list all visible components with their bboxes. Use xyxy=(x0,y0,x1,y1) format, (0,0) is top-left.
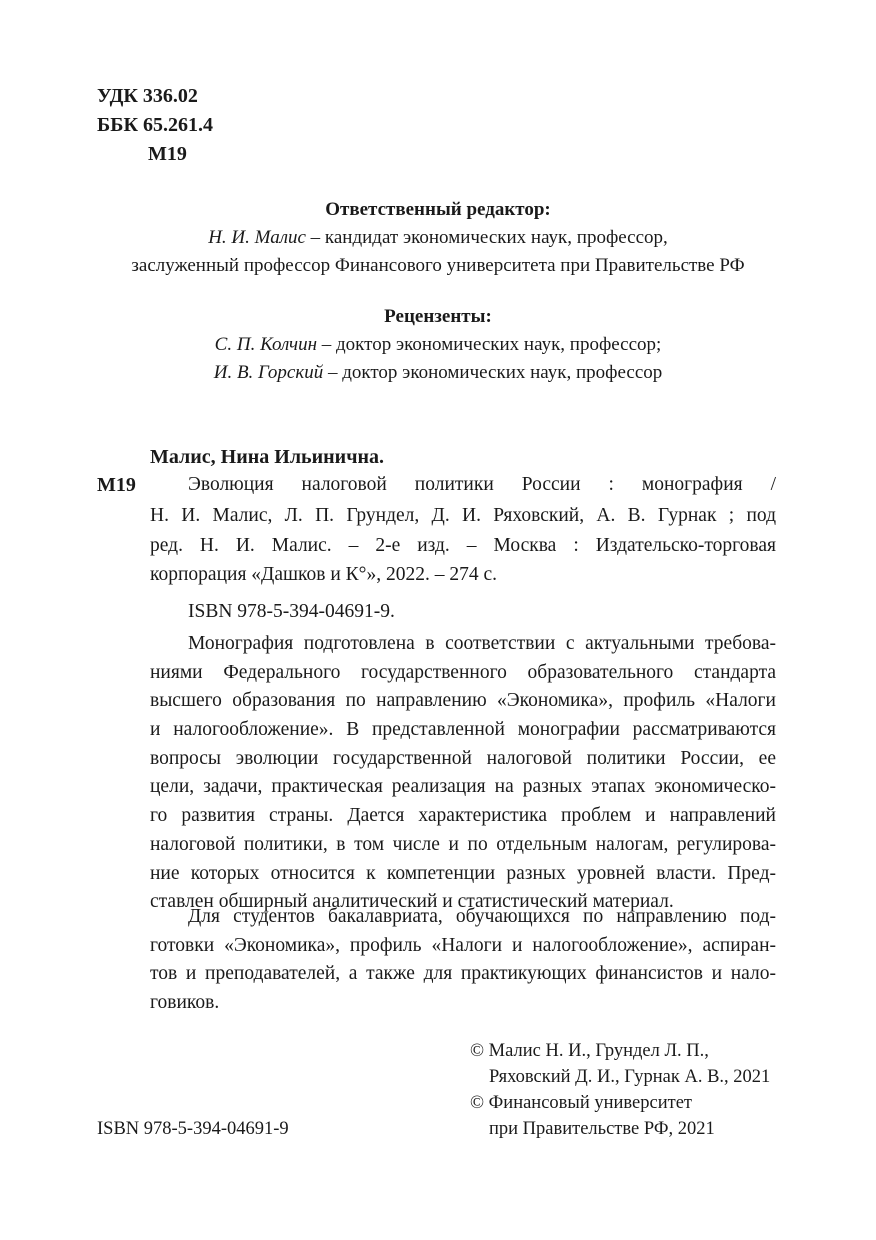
bib-line-3: ред. Н. И. Малис. – 2-е изд. – Москва : Издательско-торговая xyxy=(150,535,776,556)
editor-title: – кандидат экономических наук, профессор, xyxy=(305,227,668,248)
reviewers-heading: Рецензенты: xyxy=(384,306,492,327)
reviewer-2 xyxy=(0,359,876,387)
abstract-p1-line: высшего образования по направлению «Экономика», профиль «Налоги xyxy=(150,690,776,712)
abstract-p1-line: ставлен обширный аналитический и статистический материал. xyxy=(150,891,674,913)
bib-line-4: корпорация «Дашков и К°», 2022. – 274 с. xyxy=(150,564,497,585)
editor-name: Н. И. Малис xyxy=(208,227,306,248)
abstract-p1-line: вопросы эволюции государственной налоговой политики России, ее xyxy=(150,747,776,769)
udk-code: УДК 336.02 xyxy=(97,85,198,107)
reviewer-1-name: С. П. Колчин xyxy=(214,334,318,355)
copyright-1-cont: Ряховский Д. И., Гурнак А. В., 2021 xyxy=(489,1067,771,1087)
author-sign: М19 xyxy=(148,143,187,165)
abstract-p1-line: Монография подготовлена в соответствии с актуальными требова- xyxy=(188,633,776,654)
abstract-p1-line: ние которых относится к компетенции разных уровней власти. Пред- xyxy=(150,862,776,884)
bib-author: Малис, Нина Ильинична. xyxy=(150,446,385,468)
abstract-p2-line: готовки «Экономика», профиль «Налоги и налогообложение», аспиран- xyxy=(150,934,776,956)
copyright-1: © Малис Н. И., Грундел Л. П., xyxy=(470,1041,709,1061)
abstract-p1-line: налоговой политики, в том числе и по отдельным налогам, регулирова- xyxy=(150,833,776,855)
reviewer-2-name: И. В. Горский xyxy=(213,362,324,383)
abstract-p2-line: тов и преподавателей, а также для практикующих финансистов и нало- xyxy=(150,963,776,985)
abstract-p1-line: и налогообложение». В представленной монографии рассматриваются xyxy=(150,719,776,741)
bib-line-2: Н. И. Малис, Л. П. Грундел, Д. И. Ряховский, А. В. Гурнак ; под xyxy=(150,505,776,526)
abstract-p1-line: го развития страны. Дается характеристика проблем и направлений xyxy=(150,805,776,827)
reviewer-2-title: – доктор экономических наук, профессор xyxy=(323,362,663,383)
copyright-2-cont: при Правительстве РФ, 2021 xyxy=(489,1119,715,1139)
bbk-code: ББК 65.261.4 xyxy=(97,114,213,136)
abstract-p2-line: говиков. xyxy=(150,992,220,1014)
footer-isbn: ISBN 978-5-394-04691-9 xyxy=(97,1119,289,1139)
abstract-p1-line: цели, задачи, практическая реализация на разных этапах экономическо- xyxy=(150,776,776,798)
abstract-p2-line: Для студентов бакалавриата, обучающихся по направлению под- xyxy=(188,906,776,927)
editor-heading: Ответственный редактор: xyxy=(325,199,551,220)
reviewer-1 xyxy=(0,331,876,359)
bib-isbn: ISBN 978-5-394-04691-9. xyxy=(188,601,395,622)
abstract-paragraph-2 xyxy=(150,903,776,1018)
bib-line-1: Эволюция налоговой политики России : монография / xyxy=(188,474,776,495)
editor-line-1 xyxy=(0,224,876,252)
abstract-p1-line: ниями Федерального государственного образовательного стандарта xyxy=(150,661,776,683)
bib-sign: М19 xyxy=(97,474,136,496)
copyright-2: © Финансовый университет xyxy=(470,1093,692,1113)
editor-line-2: заслуженный профессор Финансового университета при Правительстве РФ xyxy=(131,255,745,276)
reviewer-1-title: – доктор экономических наук, профессор; xyxy=(317,334,662,355)
abstract-paragraph-1 xyxy=(150,630,776,917)
